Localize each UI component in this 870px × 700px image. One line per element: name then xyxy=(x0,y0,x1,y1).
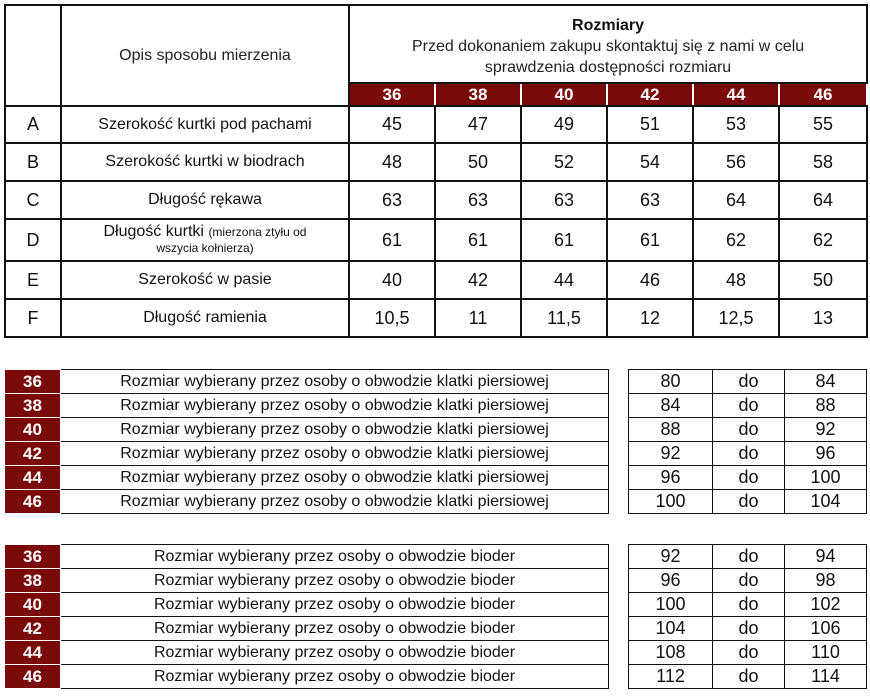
range-separator: do xyxy=(713,466,785,490)
measurement-value: 42 xyxy=(435,261,521,299)
size-tag: 44 xyxy=(5,466,61,490)
size-tag: 36 xyxy=(5,545,61,569)
range-to: 96 xyxy=(785,442,867,466)
measurement-value: 11,5 xyxy=(521,299,607,337)
hip-range-row xyxy=(5,593,867,617)
range-from: 84 xyxy=(629,394,713,418)
measurement-value: 55 xyxy=(779,106,867,143)
range-from: 108 xyxy=(629,641,713,665)
size-tag: 42 xyxy=(5,617,61,641)
measurement-value: 63 xyxy=(349,181,435,219)
size-tag: 46 xyxy=(5,665,61,689)
measurement-value: 12,5 xyxy=(693,299,779,337)
size-column-header: 40 xyxy=(521,83,607,106)
measurement-value: 11 xyxy=(435,299,521,337)
range-separator: do xyxy=(713,490,785,514)
range-to: 84 xyxy=(785,370,867,394)
range-to: 98 xyxy=(785,569,867,593)
range-to: 104 xyxy=(785,490,867,514)
range-from: 96 xyxy=(629,466,713,490)
measurement-value: 40 xyxy=(349,261,435,299)
measurement-letter: C xyxy=(5,181,61,219)
measurement-value: 63 xyxy=(521,181,607,219)
size-column-header: 44 xyxy=(693,83,779,106)
measurement-value: 46 xyxy=(607,261,693,299)
range-separator: do xyxy=(713,442,785,466)
measurement-row-d xyxy=(5,219,867,261)
sizes-header xyxy=(349,5,867,83)
range-from: 92 xyxy=(629,545,713,569)
size-column-header: 42 xyxy=(607,83,693,106)
range-separator: do xyxy=(713,370,785,394)
range-label: Rozmiar wybierany przez osoby o obwodzie klatki piersiowej xyxy=(61,466,609,490)
range-from: 80 xyxy=(629,370,713,394)
chest-range-row xyxy=(5,418,867,442)
range-to: 100 xyxy=(785,466,867,490)
sizes-title: Rozmiary xyxy=(572,16,645,34)
range-label: Rozmiar wybierany przez osoby o obwodzie bioder xyxy=(61,545,609,569)
measurement-value: 12 xyxy=(607,299,693,337)
chest-range-row xyxy=(5,370,867,394)
measurement-value: 50 xyxy=(435,143,521,181)
range-to: 102 xyxy=(785,593,867,617)
measurement-value: 13 xyxy=(779,299,867,337)
measurement-description: Szerokość w pasie xyxy=(61,261,349,299)
measurement-value: 63 xyxy=(435,181,521,219)
spacer xyxy=(609,569,629,593)
measurement-description: Szerokość kurtki pod pachami xyxy=(61,106,349,143)
measurement-description: Długość rękawa xyxy=(61,181,349,219)
measurement-row-f xyxy=(5,299,867,337)
size-tag: 36 xyxy=(5,370,61,394)
range-from: 104 xyxy=(629,617,713,641)
size-tag: 38 xyxy=(5,394,61,418)
size-tag: 46 xyxy=(5,490,61,514)
spacer xyxy=(609,665,629,689)
measurement-value: 53 xyxy=(693,106,779,143)
size-measurement-table xyxy=(4,4,868,338)
hip-range-row xyxy=(5,641,867,665)
size-tag: 44 xyxy=(5,641,61,665)
measurement-value: 47 xyxy=(435,106,521,143)
spacer xyxy=(609,394,629,418)
range-label: Rozmiar wybierany przez osoby o obwodzie bioder xyxy=(61,593,609,617)
spacer xyxy=(609,617,629,641)
measurement-value: 48 xyxy=(693,261,779,299)
range-from: 88 xyxy=(629,418,713,442)
range-to: 114 xyxy=(785,665,867,689)
size-column-header: 38 xyxy=(435,83,521,106)
measurement-row-e xyxy=(5,261,867,299)
size-tag: 40 xyxy=(5,418,61,442)
measurement-value: 61 xyxy=(435,219,521,261)
range-separator: do xyxy=(713,545,785,569)
range-to: 110 xyxy=(785,641,867,665)
range-from: 112 xyxy=(629,665,713,689)
range-from: 92 xyxy=(629,442,713,466)
measurement-row-b xyxy=(5,143,867,181)
range-label: Rozmiar wybierany przez osoby o obwodzie klatki piersiowej xyxy=(61,394,609,418)
measurement-description: Długość ramienia xyxy=(61,299,349,337)
measurement-value: 62 xyxy=(779,219,867,261)
range-label: Rozmiar wybierany przez osoby o obwodzie klatki piersiowej xyxy=(61,442,609,466)
measurement-description-note: (mierzona ztyłu od xyxy=(208,225,307,239)
hip-range-table xyxy=(4,544,867,689)
range-to: 94 xyxy=(785,545,867,569)
measurement-letter: E xyxy=(5,261,61,299)
range-label: Rozmiar wybierany przez osoby o obwodzie bioder xyxy=(61,665,609,689)
measurement-letter: D xyxy=(5,219,61,261)
measurement-value: 52 xyxy=(521,143,607,181)
range-from: 100 xyxy=(629,593,713,617)
chest-range-row xyxy=(5,466,867,490)
measurement-value: 50 xyxy=(779,261,867,299)
measurement-value: 64 xyxy=(693,181,779,219)
measurement-description xyxy=(61,219,349,261)
hip-range-row xyxy=(5,617,867,641)
measurement-letter: B xyxy=(5,143,61,181)
hip-range-row xyxy=(5,545,867,569)
measurement-value: 63 xyxy=(607,181,693,219)
size-tag: 42 xyxy=(5,442,61,466)
chest-range-row xyxy=(5,442,867,466)
measurement-value: 58 xyxy=(779,143,867,181)
measurement-value: 51 xyxy=(607,106,693,143)
size-tag: 38 xyxy=(5,569,61,593)
chest-range-row xyxy=(5,490,867,514)
range-separator: do xyxy=(713,569,785,593)
chest-range-row xyxy=(5,394,867,418)
range-separator: do xyxy=(713,394,785,418)
spacer xyxy=(609,593,629,617)
spacer xyxy=(609,370,629,394)
range-label: Rozmiar wybierany przez osoby o obwodzie bioder xyxy=(61,641,609,665)
range-label: Rozmiar wybierany przez osoby o obwodzie bioder xyxy=(61,617,609,641)
spacer xyxy=(609,442,629,466)
range-label: Rozmiar wybierany przez osoby o obwodzie klatki piersiowej xyxy=(61,490,609,514)
hip-range-row xyxy=(5,569,867,593)
measurement-letter: A xyxy=(5,106,61,143)
range-to: 92 xyxy=(785,418,867,442)
measurement-value: 61 xyxy=(521,219,607,261)
measurement-value: 64 xyxy=(779,181,867,219)
spacer xyxy=(609,466,629,490)
measurement-row-c xyxy=(5,181,867,219)
range-separator: do xyxy=(713,617,785,641)
measurement-value: 54 xyxy=(607,143,693,181)
sizes-note-line-1: Przed dokonaniem zakupu skontaktuj się z nami w celu xyxy=(411,37,805,55)
range-to: 88 xyxy=(785,394,867,418)
measurement-description-main: Długość kurtki xyxy=(103,223,204,240)
spacer xyxy=(609,490,629,514)
range-label: Rozmiar wybierany przez osoby o obwodzie klatki piersiowej xyxy=(61,418,609,442)
measurement-value: 10,5 xyxy=(349,299,435,337)
description-header: Opis sposobu mierzenia xyxy=(61,5,349,106)
corner-cell xyxy=(5,5,61,106)
measurement-description-note: wszycia kołnierza) xyxy=(156,241,254,255)
measurement-value: 49 xyxy=(521,106,607,143)
hip-range-row xyxy=(5,665,867,689)
measurement-letter: F xyxy=(5,299,61,337)
range-to: 106 xyxy=(785,617,867,641)
measurement-description: Szerokość kurtki w biodrach xyxy=(61,143,349,181)
spacer xyxy=(609,418,629,442)
chest-range-table xyxy=(4,369,867,514)
range-label: Rozmiar wybierany przez osoby o obwodzie klatki piersiowej xyxy=(61,370,609,394)
range-label: Rozmiar wybierany przez osoby o obwodzie bioder xyxy=(61,569,609,593)
measurement-value: 62 xyxy=(693,219,779,261)
measurement-row-a xyxy=(5,106,867,143)
measurement-value: 45 xyxy=(349,106,435,143)
sizes-note-line-2: sprawdzenia dostępności rozmiaru xyxy=(484,58,732,76)
range-separator: do xyxy=(713,641,785,665)
measurement-value: 48 xyxy=(349,143,435,181)
range-from: 96 xyxy=(629,569,713,593)
range-from: 100 xyxy=(629,490,713,514)
measurement-value: 61 xyxy=(607,219,693,261)
measurement-value: 61 xyxy=(349,219,435,261)
range-separator: do xyxy=(713,665,785,689)
measurement-value: 44 xyxy=(521,261,607,299)
spacer xyxy=(609,641,629,665)
range-separator: do xyxy=(713,593,785,617)
measurement-description-text xyxy=(62,224,348,256)
spacer xyxy=(609,545,629,569)
size-column-header: 36 xyxy=(349,83,435,106)
measurement-value: 56 xyxy=(693,143,779,181)
size-column-header: 46 xyxy=(779,83,867,106)
range-separator: do xyxy=(713,418,785,442)
size-tag: 40 xyxy=(5,593,61,617)
